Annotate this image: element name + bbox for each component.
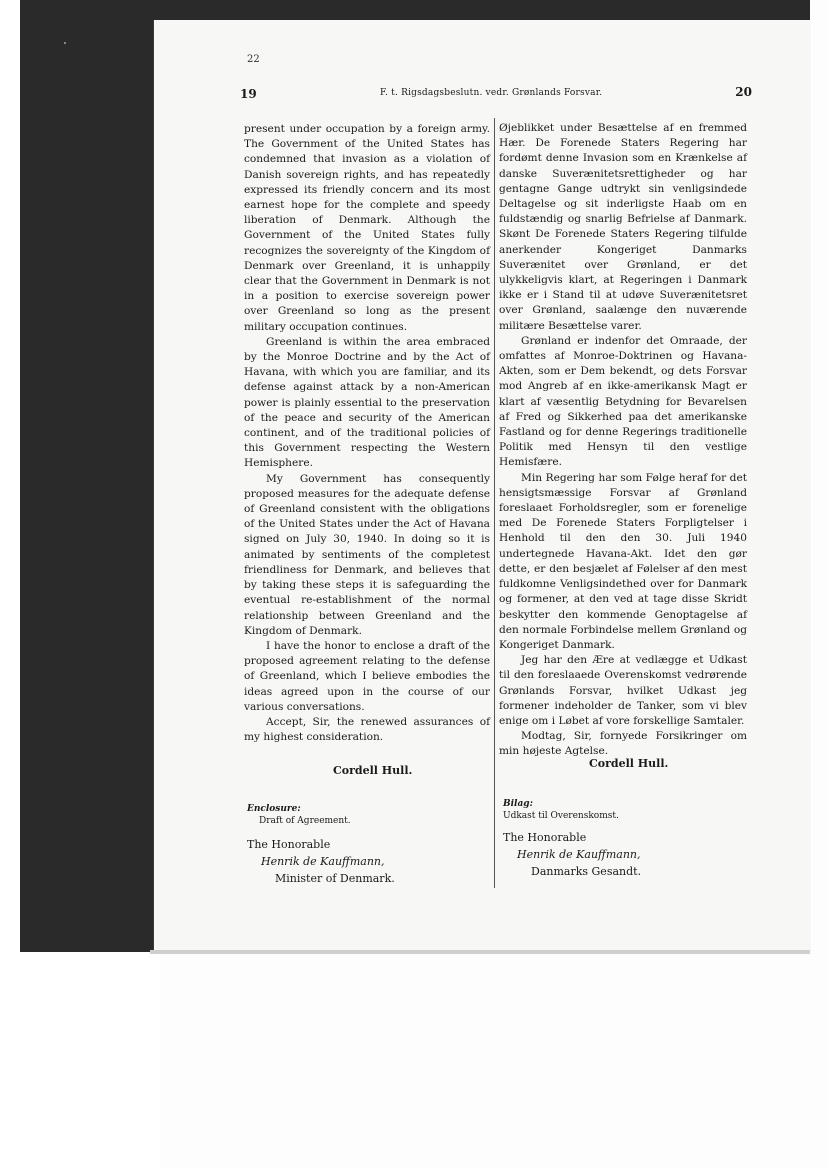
paragraph: Min Regering har som Følge heraf for det hensigtsmæssige Forsvar af Grønland foreslaaet Forholdsregler, som er forenelige med De Forenede Staters Forpligtelser i Henhold til den den 30. Juli 1940 undertegnede Havana-Akt. Idet den gør dette, er den besjælet af Følelser af den mest fuldkomne Venligsindethed over for Danmark og formener, at den ved at tage disse Skridt beskytter den kommende Genoptagelse af den normale Forbindelse mellem Grønland og Kongeriget Danmark. xyxy=(499,471,747,651)
paragraph: Jeg har den Ære at vedlægge et Udkast til den foreslaaede Overenskomst vedrørende Grønlands Forsvar, hvilket Udkast jeg formener indeholder de Tanker, som vi blev enige om i Løbet af vore forskellige Samtaler. xyxy=(499,654,747,727)
scan-dark-edge xyxy=(20,0,160,952)
left-page-number: 19 xyxy=(240,87,257,101)
right-page-number: 20 xyxy=(735,85,752,99)
enclosure-english xyxy=(247,803,351,827)
paragraph: present under occupation by a foreign army. The Government of the United States has condemned that invasion as a violation of Danish sovereign rights, and has repeatedly expressed its friendly concern and its most earnest hope for the complete and speedy liberation of Denmark. Although the Government of the United States fully recognizes the sovereignty of the Kingdom of Denmark over Greenland, it is unhappily clear that the Government in Denmark is not in a position to exercise sovereign power over Greenland so long as the present military occupation continues. xyxy=(244,123,490,333)
address-name: Henrik de Kauffmann, xyxy=(261,855,385,868)
running-title: F. t. Rigsdagsbeslutn. vedr. Grønlands Forsvar. xyxy=(380,88,603,98)
page-bottom-edge xyxy=(150,950,810,954)
paragraph: Grønland er indenfor det Omraade, der omfattes af Monroe-Doktrinen og Havana-Akten, som er Dem bekendt, og dets Forsvar mod Angreb af en ikke-amerikansk Magt er klart af væsentlig Betydning for Bevarelsen af Fred og Sikkerhed paa det amerikanske Fastland og for denne Regerings traditionelle Politik med Hensyn til den vestlige Hemisfære. xyxy=(499,334,747,469)
paragraph: Accept, Sir, the renewed assurances of my highest consideration. xyxy=(244,715,490,744)
paragraph: Modtag, Sir, fornyede Forsikringer om min højeste Agtelse. xyxy=(499,730,747,758)
address-role: Minister of Denmark. xyxy=(275,872,395,885)
signature-english: Cordell Hull. xyxy=(333,764,413,777)
paragraph: Øjeblikket under Besættelse af en fremmed Hær. De Forenede Staters Regering har fordømt denne Invasion som en Krænkelse af danske Suverænitetsrettigheder og har gentagne Gange udtrykt sin venligsindede Deltagelse og sit inderligste Haab om en fuldstændig og snarlig Befrielse af Danmark. Skønt De Forenede Staters Regering tilfulde anerkender Kongeriget Danmarks Suverænitet over Grønland, er det ulykkeligvis klart, at Regeringen i Danmark ikke er i Stand til at udøve Suverænitetsret over Grønland, saalænge den nuværende militære Besættelse varer. xyxy=(499,122,747,332)
addressee-danish xyxy=(503,829,641,880)
enclosure-danish xyxy=(503,798,619,822)
address-role: Danmarks Gesandt. xyxy=(531,865,642,878)
paragraph: I have the honor to enclose a draft of the proposed agreement relating to the defense of Greenland, which I believe embodies the ideas agreed upon in the course of our various conversations. xyxy=(244,639,490,713)
danish-column xyxy=(499,121,747,760)
column-divider xyxy=(494,118,495,888)
paragraph: My Government has consequently proposed measures for the adequate defense of Greenland consistent with the obligations of the United States under the Act of Havana signed on July 30, 1940. In doing so it is animated by sentiments of the completest friendliness for Denmark, and believes that by taking these steps it is safeguarding the eventual re-establishment of the normal relationship between Greenland and the Kingdom of Denmark. xyxy=(244,472,490,637)
addressee-english xyxy=(247,836,395,887)
english-column xyxy=(244,122,490,745)
enclosure-label: Bilag: xyxy=(503,799,533,809)
enclosure-item: Udkast til Overenskomst. xyxy=(503,811,619,821)
scan-page-number: 22 xyxy=(247,54,260,65)
enclosure-item: Draft of Agreement. xyxy=(259,816,351,826)
enclosure-label: Enclosure: xyxy=(247,804,301,814)
address-name: Henrik de Kauffmann, xyxy=(517,848,641,861)
paragraph: Greenland is within the area embraced by the Monroe Doctrine and by the Act of Havana, with which you are familiar, and its defense against attack by a non-American power is plainly essential to the preservation of the peace and security of the American continent, and of the traditional policies of this Government respecting the Western Hemisphere. xyxy=(244,335,490,470)
scan-dark-top-edge xyxy=(20,0,810,22)
signature-danish: Cordell Hull. xyxy=(589,757,669,770)
address-line: The Honorable xyxy=(247,838,331,851)
running-header xyxy=(240,85,752,103)
address-line: The Honorable xyxy=(503,831,587,844)
